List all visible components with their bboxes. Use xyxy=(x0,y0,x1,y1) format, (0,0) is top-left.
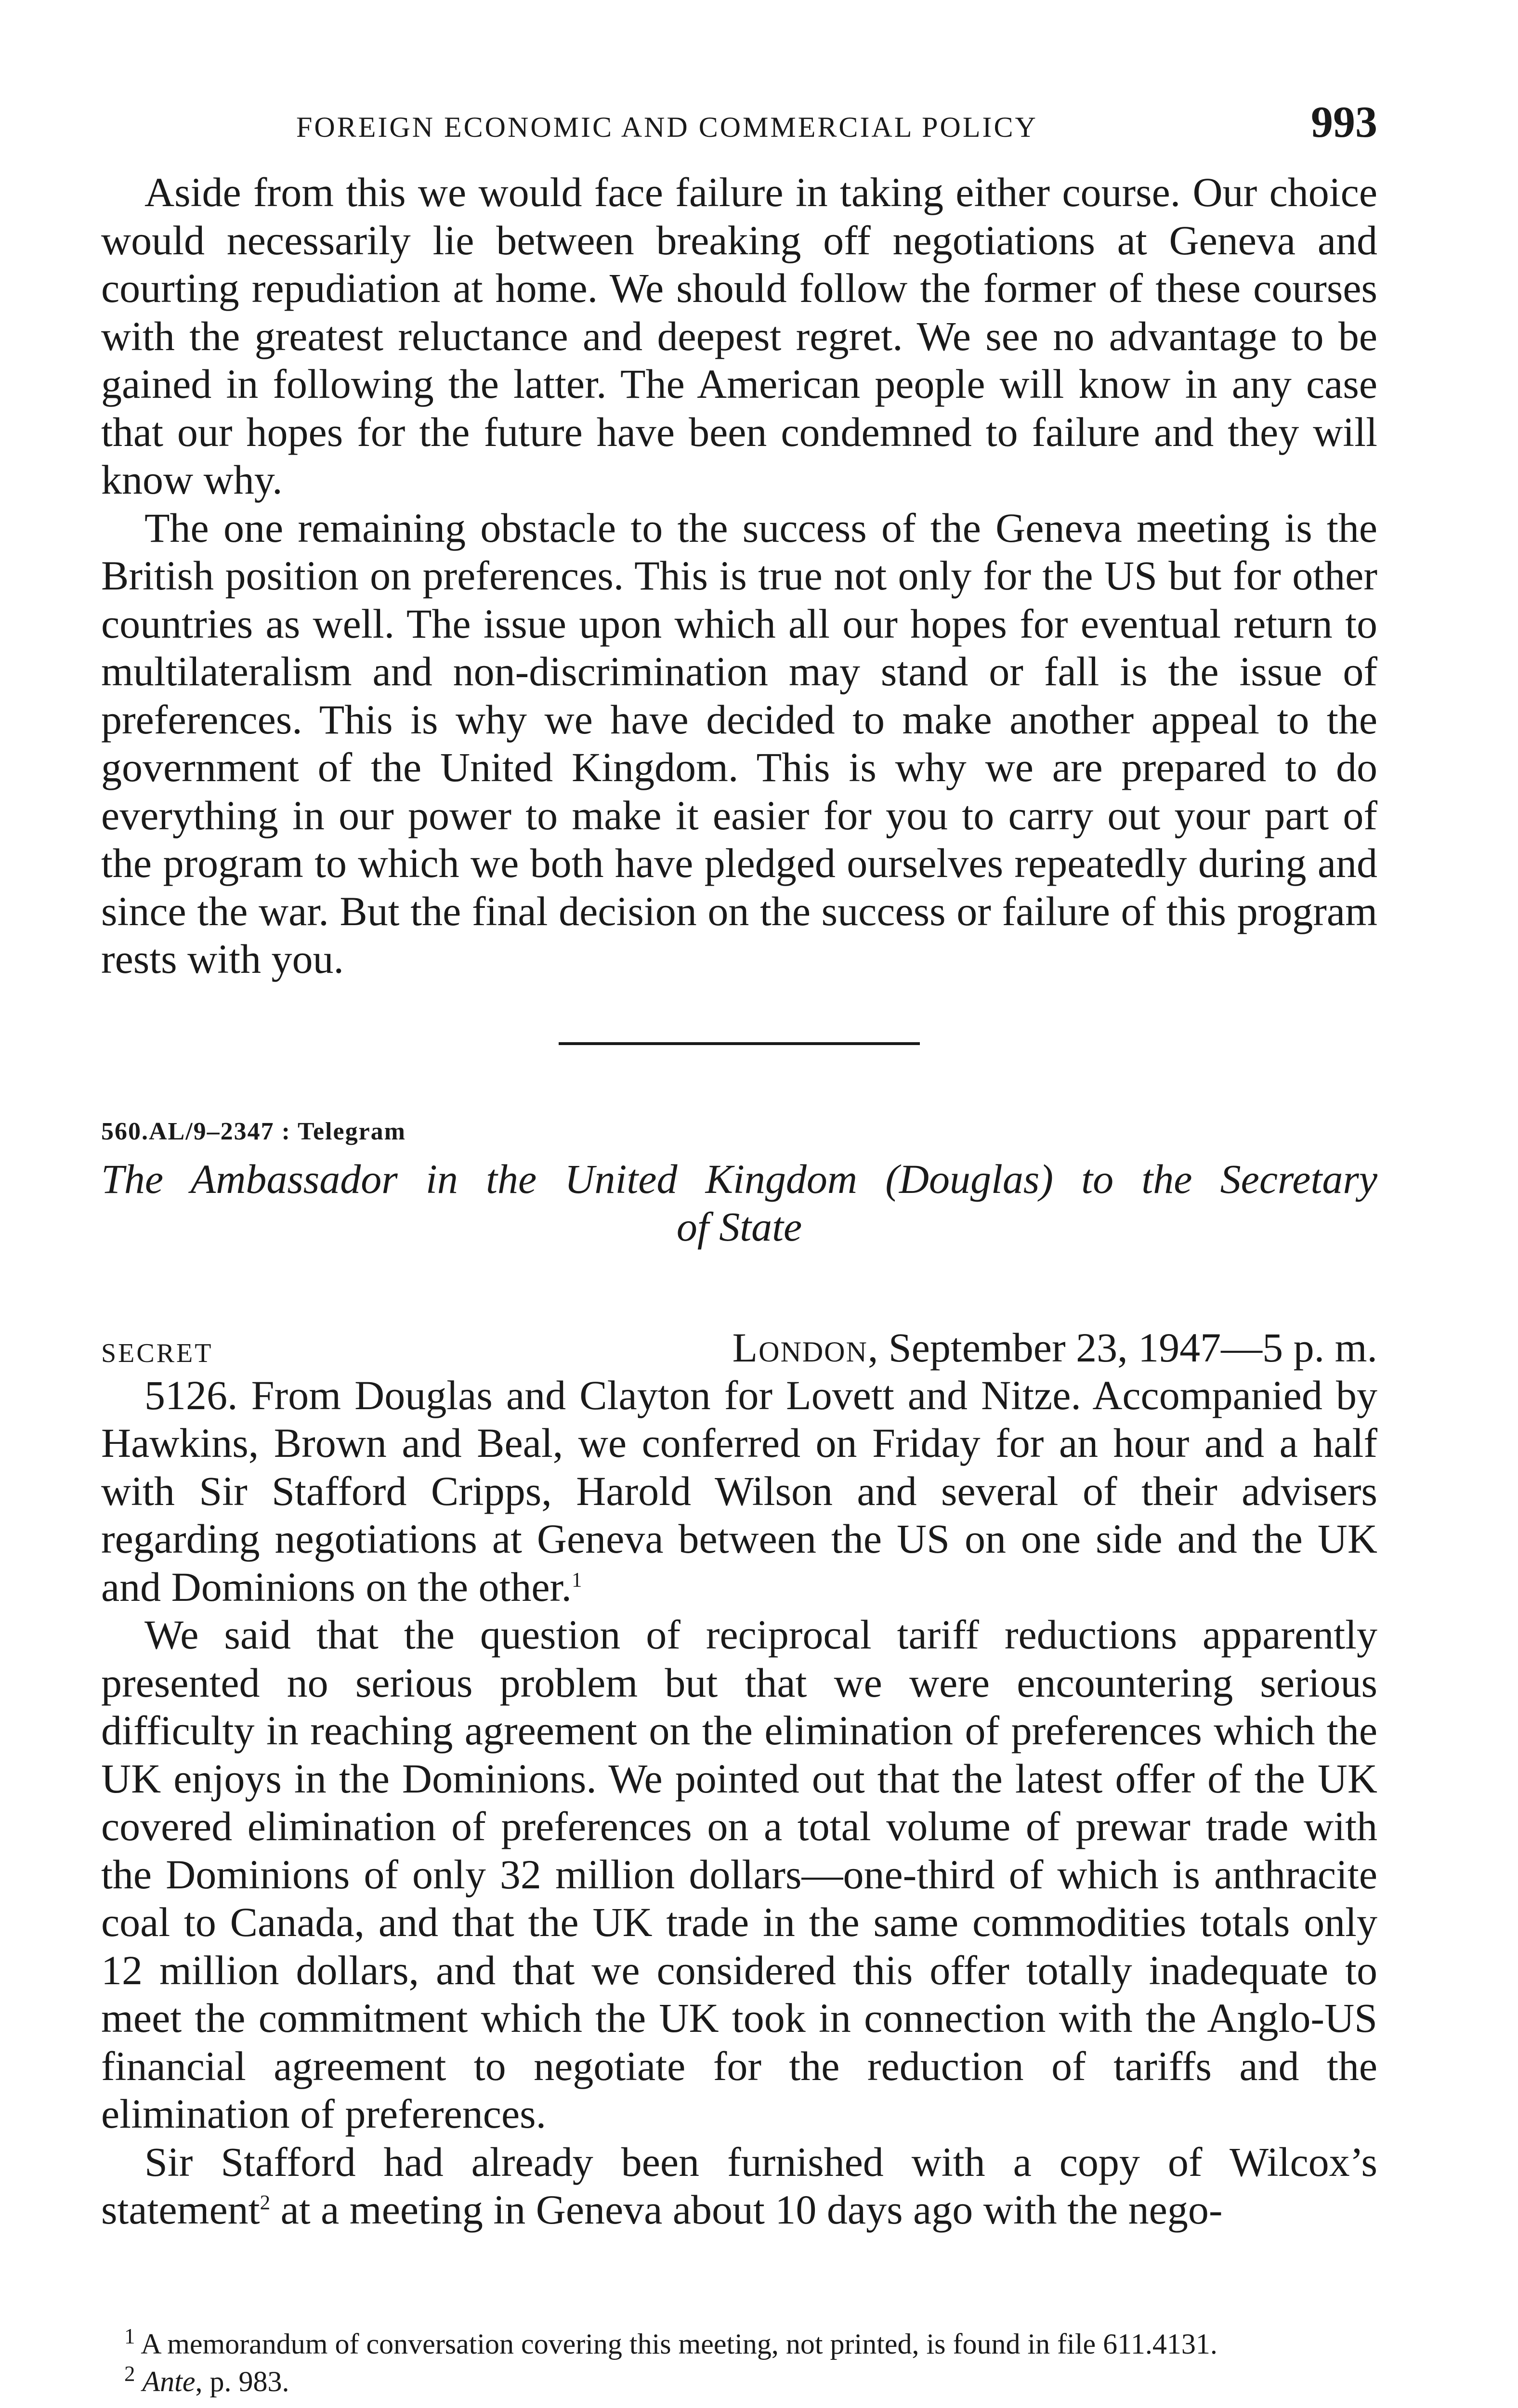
section-divider xyxy=(559,1042,920,1045)
running-title: FOREIGN ECONOMIC AND COMMERCIAL POLICY xyxy=(296,111,1038,143)
footnote-text: , p. 983. xyxy=(195,2366,289,2397)
document-title-line1: The Ambassador in the United Kingdom (Douglas) to the Secretary xyxy=(101,1155,1377,1202)
paragraph: Aside from this we would face failure in taking either course. Our choice would necessarily lie between breaking off negotiations at Geneva and courting repudiation at home. We should follow the former of these courses with the greatest reluctance and deepest regret. We see no advantage to be gained in following the latter. The American people will know in any case that our hopes for the future have been condemned to failure and they will know why. xyxy=(101,169,1377,503)
telegram-body xyxy=(101,1372,1377,2234)
footnote xyxy=(101,2359,1377,2396)
running-head xyxy=(101,96,1377,159)
footnote-text: A memorandum of conversation covering this meeting, not printed, is found in file 611.4131. xyxy=(141,2328,1217,2360)
page xyxy=(101,96,1377,2234)
footnote-ref[interactable]: 2 xyxy=(260,2191,271,2214)
dateline xyxy=(101,1323,1377,1372)
telegram-paragraph-text: at a meeting in Geneva about 10 days ago with the nego- xyxy=(270,2186,1223,2233)
telegram-paragraph xyxy=(101,2138,1377,2234)
footnotes xyxy=(101,2321,1377,2396)
telegram-paragraph-text: Sir Stafford had already been furnished with a copy of Wilcox’s statement xyxy=(101,2138,1377,2233)
paragraph: The one remaining obstacle to the success of the Geneva meeting is the British position on preferences. This is true not only for the US but for other countries as well. The issue upon which all our hopes for eventual return to multilateralism and non-discrimination may stand or fall is the issue of preferences. This is why we have decided to make another appeal to the government of the United Kingdom. This is why we are prepared to do everything in our power to make it easier for you to carry out your part of the program to which we both have pledged ourselves repeatedly during and since the war. But the final decision on the success or failure of this program rests with you. xyxy=(101,504,1377,982)
document-title xyxy=(101,1155,1377,1251)
footnote xyxy=(101,2321,1377,2359)
page-number: 993 xyxy=(1311,97,1377,146)
footnote-marker: 2 xyxy=(124,2362,135,2386)
file-reference: 560.AL/9–2347 : Telegram xyxy=(101,1117,406,1145)
footnote-italic: Ante xyxy=(142,2366,196,2397)
place: London xyxy=(732,1324,868,1371)
telegram-paragraph xyxy=(101,1372,1377,1611)
telegram-paragraph-text: 5126. From Douglas and Clayton for Lovett and Nitze. Accompanied by Hawkins, Brown and Beal, we conferred on Friday for an hour and a half with Sir Stafford Cripps, Harold Wilson and several of their advisers regarding negotiations at Geneva between the US on one side and the UK and Dominions on the other. xyxy=(101,1372,1377,1610)
telegram-paragraph: We said that the question of reciprocal tariff reductions apparently presented no serious problem but that we were encountering serious difficulty in reaching agreement on the elimination of preferences which the UK enjoys in the Dominions. We pointed out that the latest offer of the UK covered elimination of preferences on a total volume of prewar trade with the Dominions of only 32 million dollars—one-third of which is anthracite coal to Canada, and that the UK trade in the same commodities totals only 12 million dollars, and that we considered this offer totally inadequate to meet the commitment which the UK took in connection with the Anglo-US financial agreement to negotiate for the reduction of tariffs and the elimination of preferences. xyxy=(101,1611,1377,2137)
classification-label: SECRET xyxy=(101,1338,213,1368)
continuation-text xyxy=(101,169,1377,983)
footnote-ref[interactable]: 1 xyxy=(571,1568,582,1591)
document-title-line2: of State xyxy=(676,1204,802,1250)
place-date xyxy=(733,1323,1377,1372)
date: , September 23, 1947—5 p. m. xyxy=(867,1324,1377,1371)
footnote-marker: 1 xyxy=(124,2324,135,2348)
